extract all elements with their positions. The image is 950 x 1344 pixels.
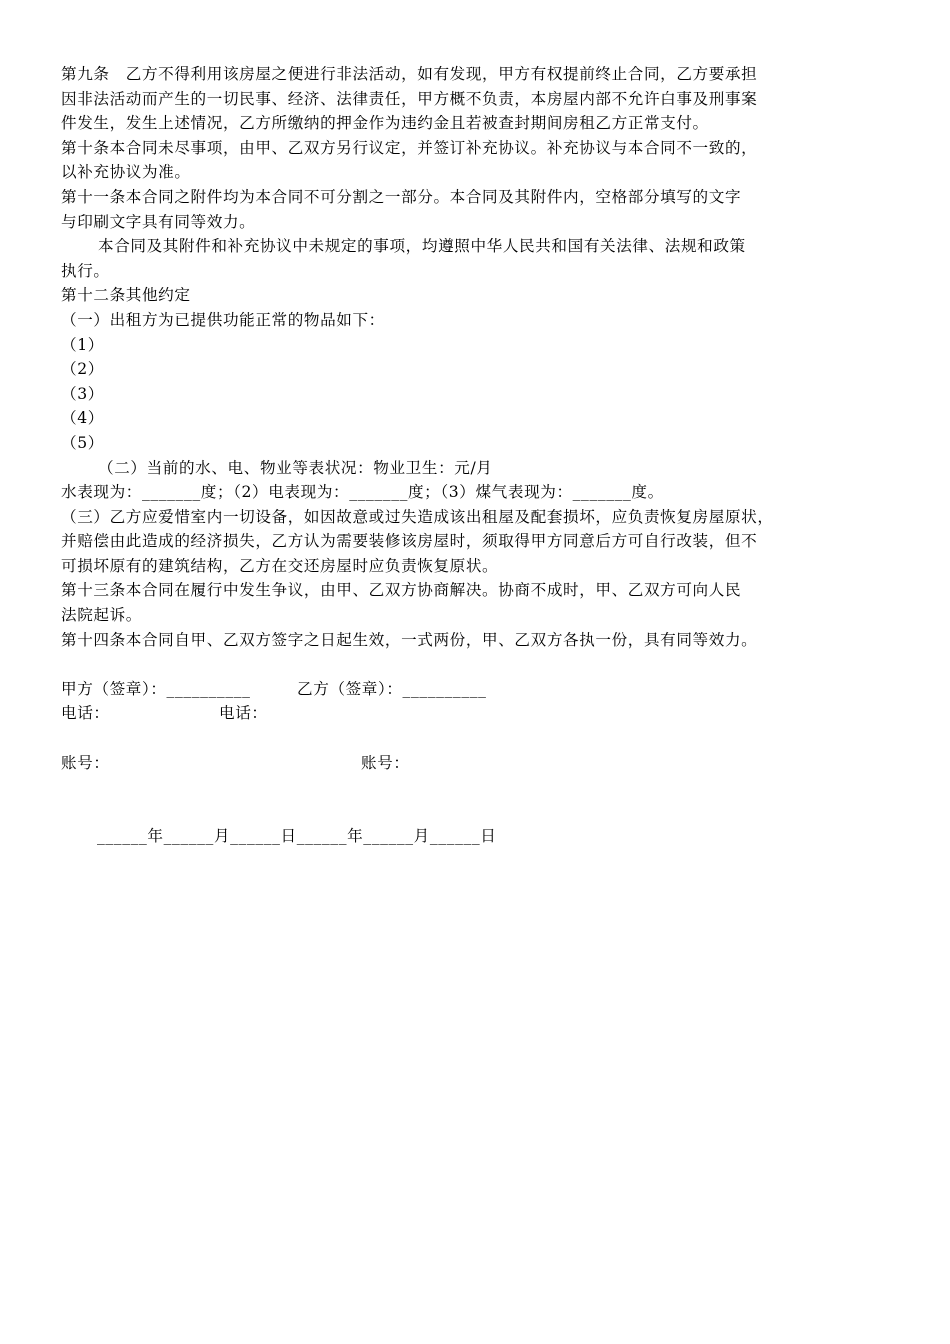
clause-9-line-3: 件发生，发生上述情况，乙方所缴纳的押金作为违约金且若被查封期间房租乙方正常支付。 (61, 114, 709, 133)
provided-item: （5） (61, 433, 104, 452)
provided-item: （4） (61, 409, 104, 428)
contract-page (61, 62, 903, 849)
clause-12-subsection-1: （一）出租方为已提供功能正常的物品如下： (61, 310, 385, 329)
provided-item: （2） (61, 360, 104, 379)
meter-readings: 水表现为：_______度；（2）电表现为：_______度；（3）煤气表现为：_______度。 (61, 483, 664, 502)
clause-12-subsection-2: （二）当前的水、电、物业等表状况：物业卫生：元/月 (98, 458, 493, 477)
clause-14-text: 第十四条本合同自甲、乙双方签字之日起生效，一式两份，甲、乙双方各执一份，具有同等效力。 (61, 630, 758, 649)
clause-13 (61, 578, 903, 627)
clause-12 (61, 283, 903, 578)
party-a-signature: 甲方（签章）：__________ (61, 679, 251, 698)
party-a-phone: 电话： (61, 704, 110, 723)
clause-10-line-1: 第十条本合同未尽事项，由甲、乙双方另行议定，并签订补充协议。补充协议与本合同不一致的， (61, 138, 758, 157)
clause-11-line-1: 第十一条本合同之附件均为本合同不可分割之一部分。本合同及其附件内，空格部分填写的文字 (61, 187, 742, 206)
phone-row (61, 701, 903, 726)
spacer (61, 775, 903, 800)
clause-12-subsection-3-line-1: （三）乙方应爱惜室内一切设备，如因故意或过失造成该出租屋及配套损坏，应负责恢复房屋原状， (61, 507, 774, 526)
party-b-account: 账号： (361, 753, 410, 772)
clause-13-line-1: 第十三条本合同在履行中发生争议，由甲、乙双方协商解决。协商不成时，甲、乙双方可向人民 (61, 581, 742, 600)
spacer (61, 652, 903, 677)
clause-9 (61, 62, 903, 136)
signature-row (61, 677, 903, 702)
signing-date: ______年______月______日______年______月______日 (97, 827, 497, 846)
account-row (61, 751, 903, 776)
applicable-law (61, 234, 903, 283)
applicable-law-line-1: 本合同及其附件和补充协议中未规定的事项，均遵照中华人民共和国有关法律、法规和政策 (98, 237, 746, 256)
clause-12-subsection-3-line-3: 可损坏原有的建筑结构，乙方在交还房屋时应负责恢复原状。 (61, 556, 499, 575)
clause-14 (61, 628, 903, 653)
clause-9-line-1: 第九条 乙方不得利用该房屋之便进行非法活动，如有发现，甲方有权提前终止合同，乙方要承担 (61, 65, 758, 83)
signature-block (61, 677, 903, 849)
party-b-phone: 电话： (219, 704, 268, 723)
party-b-signature: 乙方（签章）：__________ (297, 679, 487, 698)
clause-11 (61, 185, 903, 234)
spacer (61, 800, 903, 825)
party-a-account: 账号： (61, 753, 110, 772)
clause-10-line-2: 以补充协议为准。 (61, 163, 191, 182)
clause-11-line-2: 与印刷文字具有同等效力。 (61, 212, 256, 231)
clause-12-subsection-3-line-2: 并赔偿由此造成的经济损失，乙方认为需要装修该房屋时，须取得甲方同意后方可自行改装，但不 (61, 532, 758, 551)
clause-13-line-2: 法院起诉。 (61, 606, 142, 625)
spacer (61, 726, 903, 751)
clause-9-line-2: 因非法活动而产生的一切民事、经济、法律责任，甲方概不负责，本房屋内部不允许白事及刑事案 (61, 89, 758, 108)
applicable-law-line-2: 执行。 (61, 261, 110, 280)
clause-10 (61, 136, 903, 185)
clause-12-title: 第十二条其他约定 (61, 286, 191, 305)
provided-item: （1） (61, 335, 104, 354)
provided-item: （3） (61, 384, 104, 403)
